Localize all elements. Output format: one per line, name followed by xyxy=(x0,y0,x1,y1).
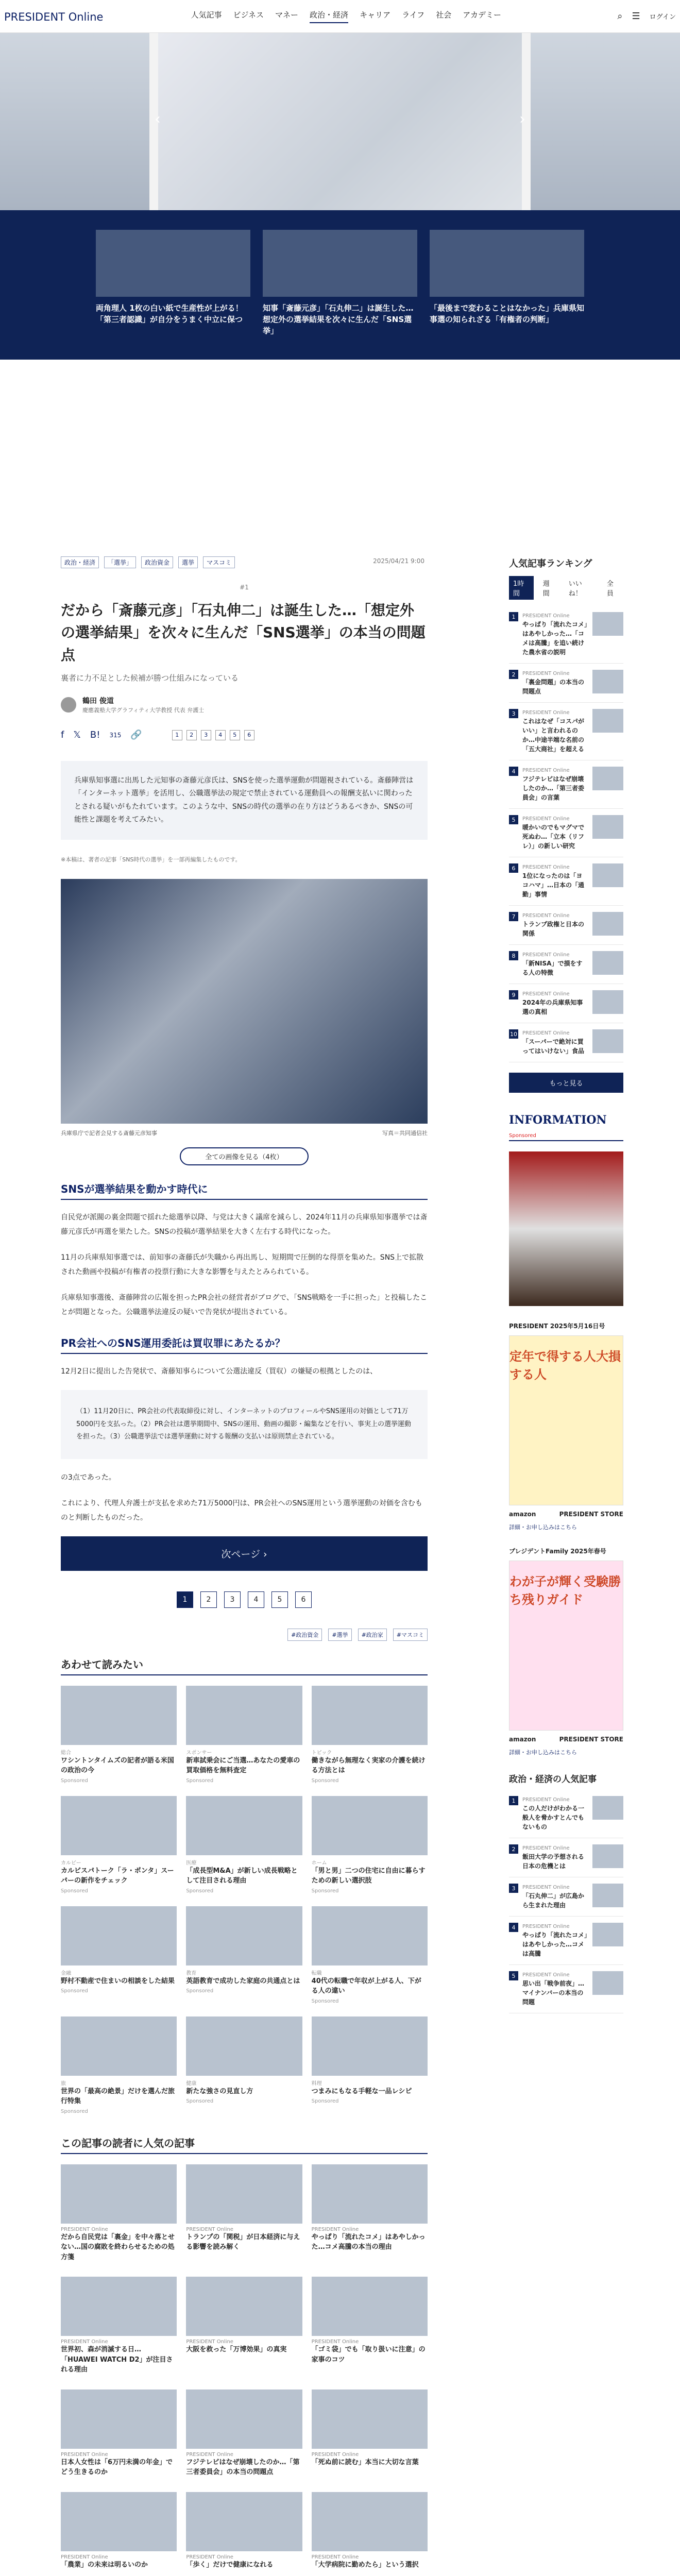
rank-title: PRESIDENT Online やっぱり「流れたコメ」はあやしかった…「コメは高騰」を追い続けた農水省の説明 xyxy=(522,613,588,656)
ranking-item[interactable] xyxy=(509,1917,623,1965)
link-icon[interactable]: 🔗 xyxy=(130,730,142,741)
article-card[interactable] xyxy=(186,2389,302,2480)
card-thumbnail xyxy=(312,1796,428,1855)
nav-item[interactable]: ライフ xyxy=(402,10,425,20)
article-card[interactable] xyxy=(312,1796,428,1894)
mag-date: PRESIDENT 2025年5月16日号 xyxy=(509,1323,605,1330)
rank-source: PRESIDENT Online xyxy=(522,710,570,716)
rank-number: 8 xyxy=(509,951,518,960)
article-lead: 兵庫県知事選に出馬した元知事の斎藤元彦氏は、SNSを使った選挙運動が問題視されている。斎藤陣営は「インターネット選挙」を活用し、公職選挙法の規定で禁止されている運動員への報酬支払いに関わったとされる疑いがもたれています。このような中、SNSの時代の選挙の在り方はどうあるべきか、SNSの可能性と課題を考えてみたい。 xyxy=(61,761,428,840)
card-thumbnail xyxy=(61,2164,177,2224)
readers-heading: この記事の読者に人気の記事 xyxy=(61,2135,428,2154)
rank-title: PRESIDENT Online フジテレビはなぜ崩壊したのか…「第三者委員会」の言葉 xyxy=(522,767,588,802)
tag[interactable]: #政治家 xyxy=(358,1629,387,1641)
tab-all[interactable]: 全員 xyxy=(606,580,614,598)
card-meta: 健康 xyxy=(186,2080,197,2087)
hero-news-bar xyxy=(0,210,680,360)
card-thumbnail xyxy=(312,2492,428,2551)
site-logo[interactable]: PRESIDENT Online xyxy=(4,11,104,23)
rank-title: PRESIDENT Online トランプ政権と日本の関係 xyxy=(522,912,588,938)
tag[interactable]: #マスコミ xyxy=(393,1629,428,1641)
rank-title: PRESIDENT Online やっぱり「流れたコメ」はあやしかった…コメは高騰 xyxy=(522,1924,588,1957)
card-title: 新車試乗会にご当選…あなたの愛車の買取価格を無料査定 xyxy=(186,1756,300,1775)
article-card[interactable] xyxy=(312,2389,428,2480)
card-meta: 医療 xyxy=(186,1860,197,1866)
menu-icon[interactable]: ☰ xyxy=(632,11,640,22)
card-source: Sponsored xyxy=(186,2098,214,2105)
nav-item-active[interactable]: 政治・経済 xyxy=(310,9,348,23)
article-card[interactable] xyxy=(61,2492,177,2572)
card-meta: PRESIDENT Online xyxy=(186,2226,233,2232)
article-card[interactable] xyxy=(186,2492,302,2572)
rank-number: 6 xyxy=(509,863,518,873)
card-thumbnail xyxy=(61,1686,177,1745)
card-title: 「死ぬ前に読む」本当に大切な言葉 xyxy=(311,2458,419,2466)
rank-thumbnail xyxy=(592,709,623,733)
rank-thumbnail xyxy=(592,767,623,790)
card-thumbnail xyxy=(186,1686,302,1745)
login-link[interactable]: ログイン xyxy=(649,13,676,21)
card-thumbnail xyxy=(61,2277,177,2336)
rank-thumbnail xyxy=(592,990,623,1014)
main-nav xyxy=(191,9,501,23)
nav-item[interactable]: アカデミー xyxy=(463,10,502,20)
rank-number: 5 xyxy=(509,1971,518,1980)
rank-number: 3 xyxy=(509,1884,518,1893)
paragraph: 兵庫県知事選後、斎藤陣営の広報を担ったPR会社の経営者がブログで、「SNS戦略を一手に担った」と投稿したことが問題となった。公職選挙法違反の疑いで告発状が提出されている。 xyxy=(61,1293,428,1316)
article-card[interactable] xyxy=(186,1796,302,1894)
card-thumbnail xyxy=(312,2277,428,2336)
card-title: 「成長型M&A」が新しい成長戦略として注目される理由 xyxy=(186,1867,298,1885)
card-meta: 総合 xyxy=(61,1750,71,1756)
information-heading: INFORMATION Sponsored xyxy=(509,1113,623,1141)
ranking-item[interactable] xyxy=(509,664,623,703)
card-meta: 料理 xyxy=(311,2080,322,2087)
crumb-tag[interactable]: 選挙 xyxy=(178,556,198,568)
article-card[interactable] xyxy=(61,2164,177,2265)
more-button[interactable]: もっと見る xyxy=(509,1073,623,1093)
card-title: トランプの「関税」が日本経済に与える影響を読み解く xyxy=(186,2233,300,2251)
store-links xyxy=(509,1736,623,1743)
family-date: プレジデントFamily 2025年春号 xyxy=(509,1548,606,1555)
family-detail-link[interactable]: 詳細・お申し込みはこちら xyxy=(509,1749,577,1756)
card-meta: PRESIDENT Online xyxy=(61,2339,108,2345)
photo-credit: 写真＝共同通信社 xyxy=(382,1129,428,1137)
card-source: Sponsored xyxy=(61,1777,88,1784)
ranking-item[interactable] xyxy=(509,1023,623,1062)
crumb-tag[interactable]: 政治資金 xyxy=(141,556,173,568)
article-card[interactable] xyxy=(186,1686,302,1784)
card-source: Sponsored xyxy=(186,1988,214,1994)
card-source: Sponsored xyxy=(311,1998,339,2004)
mag-detail-link[interactable]: 詳細・お申し込みはこちら xyxy=(509,1524,577,1531)
amazon-link[interactable]: amazon xyxy=(509,1511,536,1518)
page-link[interactable]: 3 xyxy=(201,730,211,740)
rank-title: PRESIDENT Online この人だけがわかる一般人を脅かすとんでもないもの xyxy=(522,1796,588,1832)
card-meta: スポンサー xyxy=(186,1750,212,1756)
card-title: だから自民党は「裏金」を中々落とせない…国の腐敗を終わらせるための処方箋 xyxy=(61,2233,175,2261)
card-meta: PRESIDENT Online xyxy=(311,2339,359,2345)
card-meta: 教育 xyxy=(186,1970,197,1976)
card-thumbnail xyxy=(186,2492,302,2551)
rank-title: PRESIDENT Online 1位になったのは「ヨコハマ」…日本の「通勤」事情 xyxy=(522,863,588,899)
hero-news-item[interactable]: 知事「斎藤元彦」「石丸伸二」は誕生した…想定外の選挙結果を次々に生んだ「SNS選挙」 xyxy=(263,230,417,340)
card-thumbnail xyxy=(61,1796,177,1855)
rank-source: PRESIDENT Online xyxy=(522,671,570,676)
card-title: カルビスパトーク「ラ・ポンタ」スーパーの新作をチェック xyxy=(61,1867,174,1885)
card-title: つまみにもなる手軽な一品レシピ xyxy=(311,2087,412,2095)
card-source: Sponsored xyxy=(311,2098,339,2105)
page-link[interactable]: 5 xyxy=(230,730,240,740)
rank-source: PRESIDENT Online xyxy=(522,613,570,619)
facebook-icon[interactable]: f xyxy=(61,730,64,741)
card-title: 働きながら無理なく実家の介護を続ける方法とは xyxy=(311,1756,426,1775)
rank-source: PRESIDENT Online xyxy=(522,816,570,822)
article-card[interactable] xyxy=(312,2277,428,2377)
hero-image[interactable] xyxy=(158,33,522,210)
rank-source: PRESIDENT Online xyxy=(522,1924,570,1929)
rank-title: PRESIDENT Online 「石丸伸二」が広島から生まれた理由 xyxy=(522,1884,588,1910)
article-card[interactable] xyxy=(61,1686,177,1784)
page-link[interactable]: 6 xyxy=(244,730,254,740)
rank-number: 1 xyxy=(509,612,518,621)
ranking-item[interactable] xyxy=(509,984,623,1023)
article-card[interactable] xyxy=(312,2164,428,2265)
share-bar xyxy=(61,730,428,740)
page-link[interactable]: 5 xyxy=(271,1591,288,1608)
search-icon[interactable]: ⌕ xyxy=(617,11,623,22)
card-title: 40代の転職で年収が上がる人、下がる人の違い xyxy=(311,1977,421,1995)
rank-source: PRESIDENT Online xyxy=(522,952,570,958)
rank-thumbnail xyxy=(592,863,623,887)
amazon-link[interactable]: amazon xyxy=(509,1736,536,1743)
rank-number: 4 xyxy=(509,767,518,776)
nav-item[interactable]: 社会 xyxy=(436,10,452,20)
section-heading: SNSが選挙結果を動かす時代に xyxy=(61,1181,428,1200)
ranking-list xyxy=(509,606,623,1062)
top-pager xyxy=(172,730,254,740)
page-link[interactable]: 3 xyxy=(224,1591,241,1608)
article-subtitle: 裏者に力不足とした候補が勝つ仕組みになっている xyxy=(61,673,239,683)
rank-title: PRESIDENT Online 思い出「戦争前夜」…マイナンバーの本当の問題 xyxy=(522,1971,588,2007)
card-thumbnail xyxy=(312,2164,428,2224)
ranking-item[interactable] xyxy=(509,857,623,906)
breadcrumb xyxy=(61,556,428,568)
store-link[interactable]: PRESIDENT STORE xyxy=(559,1511,623,1518)
paragraph: 自民党が派閥の裏金問題で揺れた総選挙以降、与党は大きく議席を減らし、2024年11月の兵庫県知事選挙では斎藤元彦氏が再選を果たした。SNSの投稿が選挙結果を大きく左右する時代になった。 xyxy=(61,1213,428,1236)
card-source: Sponsored xyxy=(311,1777,339,1784)
card-meta: PRESIDENT Online xyxy=(186,2339,233,2345)
hero-side-image[interactable] xyxy=(0,33,149,210)
card-thumbnail xyxy=(312,2389,428,2449)
article-card[interactable] xyxy=(312,2492,428,2572)
ranking-item[interactable] xyxy=(509,1790,623,1838)
rank-title: PRESIDENT Online 暖かいのでもマグマで死ぬわ…「立本（リフレ）」の新しい研究 xyxy=(522,815,588,851)
store-links xyxy=(509,1511,623,1518)
ranking-item[interactable] xyxy=(509,945,623,984)
ranking-item[interactable] xyxy=(509,906,623,945)
tag[interactable]: #政治資金 xyxy=(287,1629,322,1641)
hero-news-item[interactable]: 両角理人 1枚の白い紙で生産性が上がる！「第三者認識」が自分をうまく中立に保つ xyxy=(96,230,250,340)
page-link[interactable]: 4 xyxy=(215,730,226,740)
card-title: 「ゴミ袋」でも「取り扱いに注意」の家事のコツ xyxy=(311,2346,426,2364)
sidebar xyxy=(509,556,623,2013)
page-link-current[interactable]: 1 xyxy=(177,1591,193,1608)
rank-number: 7 xyxy=(509,912,518,921)
rank-source: PRESIDENT Online xyxy=(522,1885,570,1890)
avatar xyxy=(61,697,76,713)
magazine-cover[interactable]: 定年で得する人大損する人 xyxy=(509,1335,623,1505)
share-count: 315 xyxy=(109,731,122,739)
rank-source: PRESIDENT Online xyxy=(522,768,570,773)
article-photo[interactable] xyxy=(61,879,428,1124)
card-title: 「男と男」二つの住宅に自由に暮らすための新しい選択肢 xyxy=(311,1867,426,1885)
page-link[interactable]: 6 xyxy=(295,1591,312,1608)
card-title: 新たな強さの見直し方 xyxy=(186,2087,253,2095)
rank-title: PRESIDENT Online 2024年の兵庫県知事選の真相 xyxy=(522,990,588,1016)
rank-thumbnail xyxy=(592,1884,623,1907)
site-header xyxy=(0,0,680,33)
card-meta: カルビー xyxy=(61,1860,81,1866)
card-meta: PRESIDENT Online xyxy=(61,2451,108,2458)
card-title: 日本人女性は「6万円未満の年金」でどう生きるのか xyxy=(61,2458,173,2477)
page-label: #1 xyxy=(240,584,249,591)
rank-thumbnail xyxy=(592,1844,623,1868)
family-cover[interactable]: わが子が輝く受験勝ち残りガイド xyxy=(509,1561,623,1731)
card-meta: 旅 xyxy=(61,2080,66,2087)
rank-source: PRESIDENT Online xyxy=(522,913,570,919)
rank-title: PRESIDENT Online これはなぜ「コスパがいい」と言われるのか…中途半端な名前の「五大商社」を超える xyxy=(522,709,588,754)
tab-week[interactable]: 週間 xyxy=(542,580,550,598)
article-card[interactable] xyxy=(61,2016,177,2114)
rank-thumbnail xyxy=(592,1796,623,1820)
card-thumbnail xyxy=(186,2164,302,2224)
card-title: フジテレビはなぜ崩壊したのか…「第三者委員会」の本当の問題点 xyxy=(186,2458,300,2477)
card-title: 英語教育で成功した家庭の共通点とは xyxy=(186,1977,300,1985)
card-title: 世界初、森が消滅する日…「HUAWEI WATCH D2」が注目される理由 xyxy=(61,2346,173,2374)
rank-source: PRESIDENT Online xyxy=(522,1030,570,1036)
rank-source: PRESIDENT Online xyxy=(522,1845,570,1851)
ranking-title: 人気記事ランキング xyxy=(509,558,592,569)
article-card[interactable] xyxy=(312,2016,428,2114)
article-card[interactable] xyxy=(186,1906,302,2004)
card-thumbnail xyxy=(61,2492,177,2551)
x-icon[interactable]: 𝕏 xyxy=(73,730,81,741)
card-thumbnail xyxy=(186,2389,302,2449)
related-grid xyxy=(61,1686,428,2114)
card-thumbnail xyxy=(186,2016,302,2076)
rank-thumbnail xyxy=(592,1923,623,1946)
store-link[interactable]: PRESIDENT STORE xyxy=(559,1736,623,1743)
photo-caption: 兵庫県庁で記者会見する斎藤元彦知事 写真＝共同通信社 xyxy=(61,1129,428,1137)
paragraph: の3点であった。 xyxy=(61,1473,116,1482)
rank-title: PRESIDENT Online 「新NISA」で損をする人の特徴 xyxy=(522,951,588,977)
hero-side-image[interactable] xyxy=(531,33,680,210)
nav-item[interactable]: マネー xyxy=(275,10,299,20)
bottom-pager xyxy=(61,1591,428,1608)
article-title: だから「斎藤元彦」「石丸伸二」は誕生した…「想定外の選挙結果」を次々に生んだ「SNS選挙」の本当の問題点 xyxy=(61,602,426,664)
paragraph: 12月2日に提出した告発状で、斎藤知事らについて公選法違反（買収）の嫌疑の根拠としたのは、 xyxy=(61,1367,378,1376)
ranking-item[interactable] xyxy=(509,703,623,760)
card-thumbnail xyxy=(186,2277,302,2336)
article-note: ※本稿は、著者の記事「SNS時代の選挙」を一部再編集したものです。 xyxy=(61,856,241,863)
article-card[interactable] xyxy=(186,2277,302,2377)
rank-thumbnail xyxy=(592,815,623,839)
card-meta: PRESIDENT Online xyxy=(311,2554,359,2560)
card-meta: 転職 xyxy=(311,1970,322,1976)
card-title: 世界の「最高の絶景」だけを選んだ旅行特集 xyxy=(61,2087,175,2106)
page-link[interactable]: 2 xyxy=(186,730,197,740)
rank-title: PRESIDENT Online 「裏金問題」の本当の問題点 xyxy=(522,670,588,696)
article-card[interactable] xyxy=(312,1906,428,2004)
rank-thumbnail xyxy=(592,912,623,936)
author-block[interactable] xyxy=(61,696,428,714)
politics-ranking-list xyxy=(509,1790,623,2013)
card-thumbnail xyxy=(61,1906,177,1965)
page-link[interactable]: 1 xyxy=(172,730,182,740)
page-link[interactable]: 4 xyxy=(248,1591,264,1608)
nav-item[interactable]: 人気記事 xyxy=(191,10,222,20)
crumb-tag[interactable]: 「選挙」 xyxy=(104,556,136,568)
ranking-item[interactable] xyxy=(509,809,623,857)
bookmark-icon[interactable]: B! xyxy=(90,730,100,741)
rank-number: 5 xyxy=(509,815,518,824)
section-heading: PR会社へのSNS運用委託は買収罪にあたるか？ xyxy=(61,1335,428,1354)
author-desc: 慶應義塾大学グラフィティ大学教授 代表 弁護士 xyxy=(82,707,205,714)
author-name: 鶴田 俊道 xyxy=(82,697,114,706)
politics-ranking-title: 政治・経済の人気記事 xyxy=(509,1774,597,1785)
card-source: Sponsored xyxy=(61,2108,88,2114)
card-meta: 金融 xyxy=(61,1970,71,1976)
crumb-tag[interactable]: 政治・経済 xyxy=(61,556,99,568)
card-meta: PRESIDENT Online xyxy=(61,2554,108,2560)
rank-source: PRESIDENT Online xyxy=(522,865,570,870)
all-images-button[interactable]: 全ての画像を見る（4枚） xyxy=(180,1147,309,1165)
article-card[interactable] xyxy=(61,1796,177,1894)
card-meta: PRESIDENT Online xyxy=(186,2451,233,2458)
paragraph: 11月の兵庫県知事選では、前知事の斎藤氏が失職から再出馬し、短期間で圧倒的な得票を集めた。SNS上で拡散された動画や投稿が有権者の投票行動に大きな影響を与えたとみられている。 xyxy=(61,1253,424,1276)
rank-number: 2 xyxy=(509,670,518,679)
card-title: 「大学病院に勤めたら」という選択 xyxy=(311,2561,419,2569)
card-thumbnail xyxy=(312,1906,428,1965)
rank-number: 1 xyxy=(509,1796,518,1805)
card-meta: トピック xyxy=(311,1750,332,1756)
article-card[interactable] xyxy=(186,2016,302,2114)
rank-thumbnail xyxy=(592,612,623,636)
rank-thumbnail xyxy=(592,951,623,975)
tab-like[interactable]: いいね！ xyxy=(568,580,582,598)
card-meta: ホーム xyxy=(311,1860,327,1866)
card-meta: PRESIDENT Online xyxy=(61,2226,108,2232)
paragraph: これにより、代理人弁護士が支払を求めた71万5000円は、PR会社へのSNS運用という選挙運動の対価を含むものと判断したものだった。 xyxy=(61,1499,422,1522)
card-thumbnail xyxy=(61,2389,177,2449)
ranking-tabs xyxy=(509,576,623,600)
related-heading: あわせて読みたい xyxy=(61,1656,428,1675)
card-thumbnail xyxy=(312,1686,428,1745)
ranking-item[interactable] xyxy=(509,1965,623,2013)
card-title: ワシントンタイムズの記者が語る米国の政治の今 xyxy=(61,1756,174,1775)
card-title: 「歩く」だけで健康になれる xyxy=(186,2561,274,2569)
card-meta: PRESIDENT Online xyxy=(311,2451,359,2458)
card-thumbnail xyxy=(61,2016,177,2076)
nav-item[interactable]: キャリア xyxy=(360,10,391,20)
hero-news-item[interactable]: 「最後まで変わることはなかった」兵庫県知事選の知られざる「有権者の判断」 xyxy=(430,230,584,340)
tag[interactable]: #選挙 xyxy=(328,1629,351,1641)
ranking-item[interactable] xyxy=(509,760,623,809)
rank-thumbnail xyxy=(592,1029,623,1053)
quote-block: （1）11月20日に、PR会社の代表取締役に対し、インターネットのプロフィールやSNS運用の対価として71万5000円を支払った。（2）PR会社は選挙期間中、SNSの運用、動画の撮影・編集などを行い、事実上の選挙運動を担った。（3）公職選挙法では選挙運動に対する報酬の支払いは原則禁止されている。 xyxy=(61,1390,428,1459)
ranking-item[interactable] xyxy=(509,1877,623,1917)
card-title: 野村不動産で住まいの相談をした結果 xyxy=(61,1977,175,1985)
card-source: Sponsored xyxy=(61,1988,88,1994)
tag-list xyxy=(61,1629,428,1641)
hero-carousel xyxy=(0,33,680,210)
rank-source: PRESIDENT Online xyxy=(522,991,570,997)
rank-number: 3 xyxy=(509,709,518,718)
rank-number: 2 xyxy=(509,1844,518,1854)
rank-number: 9 xyxy=(509,990,518,999)
card-title: やっぱり「流れたコメ」はあやしかった…コメ高騰の本当の理由 xyxy=(311,2233,426,2251)
rank-thumbnail xyxy=(592,670,623,693)
ad-banner[interactable] xyxy=(509,1151,623,1306)
rank-source: PRESIDENT Online xyxy=(522,1797,570,1803)
ranking-box xyxy=(509,556,623,1093)
next-arrow-icon[interactable]: › xyxy=(519,110,525,128)
card-meta: PRESIDENT Online xyxy=(186,2554,233,2560)
article-card[interactable] xyxy=(186,2164,302,2265)
card-source: Sponsored xyxy=(186,1777,214,1784)
crumb-tag[interactable]: マスコミ xyxy=(203,556,235,568)
readers-grid xyxy=(61,2164,428,2572)
article-card[interactable] xyxy=(312,1686,428,1784)
card-thumbnail xyxy=(186,1796,302,1855)
nav-item[interactable]: ビジネス xyxy=(233,10,264,20)
article-card[interactable] xyxy=(61,1906,177,2004)
card-title: 大阪を救った「万博効果」の真実 xyxy=(186,2346,287,2354)
card-source: Sponsored xyxy=(61,1888,88,1894)
card-title: 「農業」の未来は明るいのか xyxy=(61,2561,148,2569)
next-page-button[interactable]: 次ページ › xyxy=(61,1536,428,1571)
article-card[interactable] xyxy=(61,2389,177,2480)
rank-title: PRESIDENT Online 「スーパーで絶対に買ってはいけない」食品 xyxy=(522,1029,588,1056)
prev-arrow-icon[interactable]: ‹ xyxy=(155,110,161,128)
article-main xyxy=(61,556,428,2576)
rank-number: 10 xyxy=(509,1029,518,1039)
rank-source: PRESIDENT Online xyxy=(522,1972,570,1978)
page-link[interactable]: 2 xyxy=(200,1591,217,1608)
ranking-item[interactable] xyxy=(509,606,623,664)
card-thumbnail xyxy=(312,2016,428,2076)
tab-hour[interactable]: 1時間 xyxy=(509,576,534,600)
rank-title: PRESIDENT Online 飯田大学の予想される日本の危機とは xyxy=(522,1844,588,1871)
ranking-item[interactable] xyxy=(509,1838,623,1877)
card-thumbnail xyxy=(186,1906,302,1965)
card-meta: PRESIDENT Online xyxy=(311,2226,359,2232)
article-card[interactable] xyxy=(61,2277,177,2377)
rank-thumbnail xyxy=(592,1971,623,1995)
publish-date: 2025/04/21 9:00 xyxy=(373,557,424,565)
rank-number: 4 xyxy=(509,1923,518,1932)
card-source: Sponsored xyxy=(186,1888,214,1894)
card-source: Sponsored xyxy=(311,1888,339,1894)
